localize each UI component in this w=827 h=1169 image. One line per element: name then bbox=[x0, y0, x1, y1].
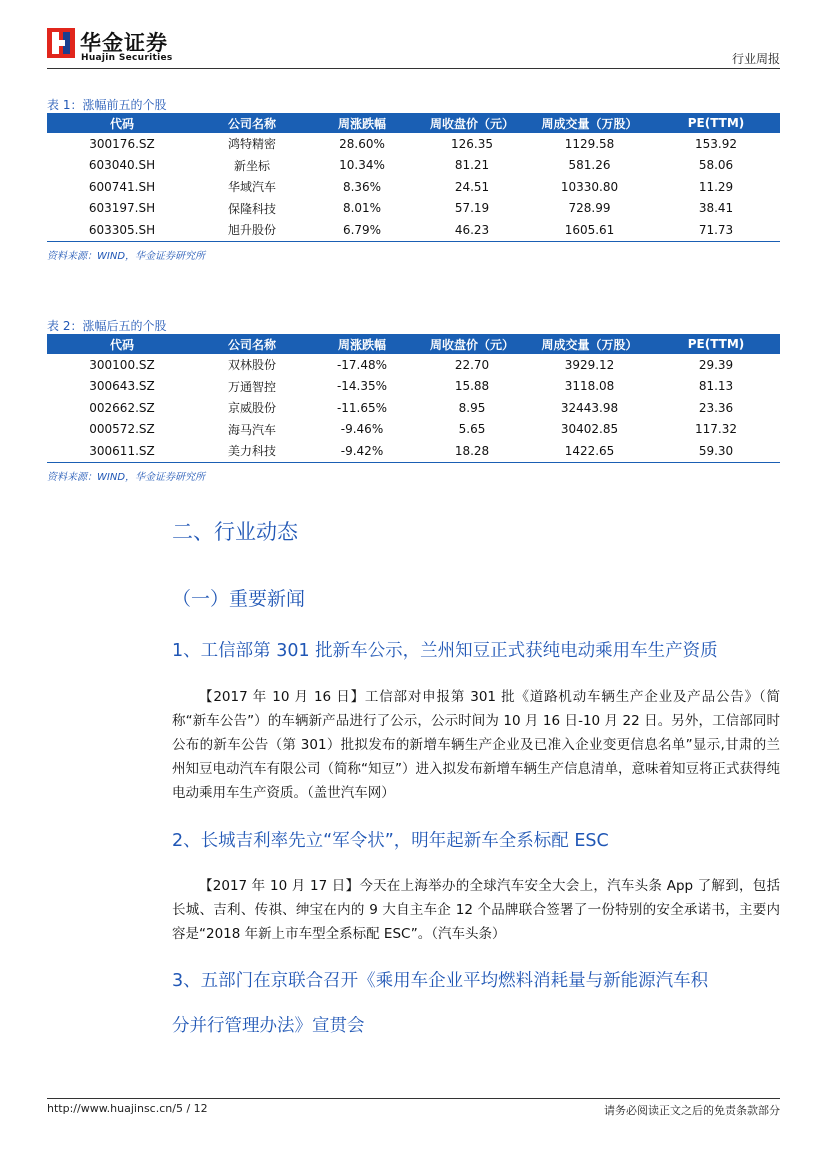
column-header: 周涨跌幅 bbox=[307, 113, 417, 133]
news-body-2: 【2017 年 10 月 17 日】今天在上海举办的全球汽车安全大会上，汽车头条 App 了解到，包括长城、吉利、传祺、绅宝在内的 9 大自主车企 12 个品牌联合签署了一份特别的安全承诺书，主要内容是“2018 年新上市车型全系标配 ESC”。（汽车头条） bbox=[172, 878, 780, 942]
table-row bbox=[47, 219, 780, 241]
table-cell: 30402.85 bbox=[560, 422, 619, 437]
table-header-row bbox=[47, 334, 780, 354]
table-cell: -14.35% bbox=[336, 379, 388, 394]
table-cell: 10.34% bbox=[339, 158, 385, 173]
table-cell: 1129.58 bbox=[564, 136, 615, 151]
table-cell: 000572.SZ bbox=[89, 422, 155, 437]
table2-caption: 表 2：涨幅后五的个股 bbox=[47, 319, 167, 333]
section-title: 二、行业动态 bbox=[172, 520, 298, 544]
news-title-1: 1、工信部第 301 批新车公示，兰州知豆正式获纯电动乘用车生产资质 bbox=[172, 641, 718, 661]
table-cell: 京威股份 bbox=[227, 401, 276, 416]
table-cell: 华域汽车 bbox=[227, 180, 276, 195]
column-header: 周成交量（万股） bbox=[527, 113, 652, 133]
table-cell: 71.73 bbox=[652, 219, 780, 241]
footer-divider bbox=[47, 1098, 780, 1099]
table1-source: 资料来源：WIND，华金证券研究所 bbox=[47, 251, 206, 262]
section-subtitle: （一）重要新闻 bbox=[172, 588, 306, 610]
table-cell: -11.65% bbox=[336, 400, 388, 415]
news-body-1: 【2017 年 10 月 16 日】工信部对申报第 301 批《道路机动车辆生产企业及产品公告》（简称“新车公告”）的车辆新产品进行了公示，公示时间为 10 月 16 日-10 月 22 日。另外，工信部同时公布的新车公告（第 301）批拟发布的新增车辆生产企业及已准入企业变更信息名单”显示,甘肃的兰州知豆电动汽车有限公司（简称“知豆”）进入拟发布新增车辆生产信息清单，意味着知豆将正式获得纯电动乘用车生产资质。（盖世汽车网） bbox=[172, 689, 780, 801]
header-divider bbox=[47, 68, 780, 69]
table-cell: 300100.SZ bbox=[89, 357, 155, 372]
table-cell: 1422.65 bbox=[527, 440, 652, 462]
column-header: 代码 bbox=[47, 334, 197, 354]
column-header: PE(TTM) bbox=[652, 113, 780, 133]
table-cell: 46.23 bbox=[417, 219, 527, 241]
table-cell: 728.99 bbox=[568, 201, 611, 216]
table-cell: 海马汽车 bbox=[227, 422, 276, 437]
table-cell: 鸿特精密 bbox=[227, 137, 276, 152]
table-cell: 300643.SZ bbox=[89, 379, 155, 394]
table-cell: 002662.SZ bbox=[89, 400, 155, 415]
table-cell: 24.51 bbox=[454, 179, 490, 194]
top-gainers-table bbox=[47, 113, 780, 242]
table-cell: 117.32 bbox=[695, 422, 737, 437]
table-row bbox=[47, 397, 780, 419]
table-row bbox=[47, 198, 780, 220]
table-cell: 8.36% bbox=[342, 179, 382, 194]
table-cell: 57.19 bbox=[454, 201, 490, 216]
column-header: 公司名称 bbox=[197, 334, 307, 354]
huajin-logo-icon bbox=[47, 28, 75, 58]
column-header: 周收盘价（元） bbox=[417, 334, 527, 354]
table-cell: 8.01% bbox=[342, 201, 382, 216]
column-header: 周收盘价（元） bbox=[417, 113, 527, 133]
table-cell: 59.30 bbox=[652, 440, 780, 462]
column-header: 周成交量（万股） bbox=[527, 334, 652, 354]
table-cell: 18.28 bbox=[417, 440, 527, 462]
column-header: 公司名称 bbox=[197, 113, 307, 133]
table-cell: 双林股份 bbox=[227, 358, 276, 373]
table-cell: 6.79% bbox=[307, 219, 417, 241]
table-cell: 11.29 bbox=[698, 179, 734, 194]
top-losers-table bbox=[47, 334, 780, 463]
news-title-2: 2、长城吉利率先立“军令状”，明年起新车全系标配 ESC bbox=[172, 831, 609, 851]
table1-caption: 表 1：涨幅前五的个股 bbox=[47, 98, 167, 112]
table-cell: 600741.SH bbox=[88, 179, 156, 194]
table-cell: 旭升股份 bbox=[197, 219, 307, 241]
table-cell: 8.95 bbox=[458, 400, 486, 415]
table-header-row bbox=[47, 113, 780, 133]
table-cell: 5.65 bbox=[458, 422, 486, 437]
table-row bbox=[47, 155, 780, 177]
table-row bbox=[47, 176, 780, 198]
table-cell: 58.06 bbox=[698, 158, 734, 173]
table-cell: 300176.SZ bbox=[89, 136, 155, 151]
table-cell: 126.35 bbox=[451, 136, 493, 151]
table-cell: 保隆科技 bbox=[227, 201, 276, 216]
table-cell: 81.21 bbox=[454, 158, 490, 173]
table-cell: 3118.08 bbox=[564, 379, 615, 394]
table-cell: 新坐标 bbox=[233, 158, 270, 173]
table-row bbox=[47, 440, 780, 462]
column-header: 周涨跌幅 bbox=[307, 334, 417, 354]
table-row bbox=[47, 354, 780, 376]
table-cell: 581.26 bbox=[568, 158, 611, 173]
news-title-3-line2: 分并行管理办法》宣贯会 bbox=[172, 1016, 365, 1036]
table-cell: 1605.61 bbox=[527, 219, 652, 241]
footer-disclaimer: 请务必阅读正文之后的免责条款部分 bbox=[604, 1104, 780, 1117]
table-cell: 23.36 bbox=[698, 400, 734, 415]
table-cell: -9.46% bbox=[340, 422, 384, 437]
news-title-3-line1: 3、五部门在京联合召开《乘用车企业平均燃料消耗量与新能源汽车积 bbox=[172, 971, 709, 991]
table-cell: 81.13 bbox=[698, 379, 734, 394]
table-cell: 32443.98 bbox=[560, 400, 619, 415]
table-row bbox=[47, 133, 780, 155]
report-type: 行业周报 bbox=[731, 52, 780, 66]
table-cell: -9.42% bbox=[307, 440, 417, 462]
table-cell: 38.41 bbox=[698, 201, 734, 216]
table2-source: 资料来源：WIND，华金证券研究所 bbox=[47, 472, 206, 483]
table-row bbox=[47, 376, 780, 398]
table-cell: 603197.SH bbox=[88, 201, 156, 216]
table-cell: 美力科技 bbox=[197, 440, 307, 462]
table-cell: 万通智控 bbox=[227, 379, 276, 394]
table-cell: 300611.SZ bbox=[47, 440, 197, 462]
table-cell: -17.48% bbox=[336, 357, 388, 372]
table-row bbox=[47, 419, 780, 441]
table-cell: 28.60% bbox=[339, 136, 385, 151]
table-cell: 10330.80 bbox=[560, 179, 619, 194]
table-cell: 153.92 bbox=[695, 136, 737, 151]
logo-chinese-name: 华金证券 bbox=[80, 31, 168, 55]
table-cell: 22.70 bbox=[454, 357, 490, 372]
logo-english-name: Huajin Securities bbox=[81, 53, 173, 63]
table-cell: 3929.12 bbox=[564, 357, 615, 372]
footer-url-page[interactable]: http://www.huajinsc.cn/5 / 12 bbox=[47, 1102, 208, 1115]
column-header: 代码 bbox=[47, 113, 197, 133]
table-cell: 29.39 bbox=[698, 357, 734, 372]
column-header: PE(TTM) bbox=[652, 334, 780, 354]
table-cell: 15.88 bbox=[454, 379, 490, 394]
table-cell: 603305.SH bbox=[47, 219, 197, 241]
table-cell: 603040.SH bbox=[88, 158, 156, 173]
